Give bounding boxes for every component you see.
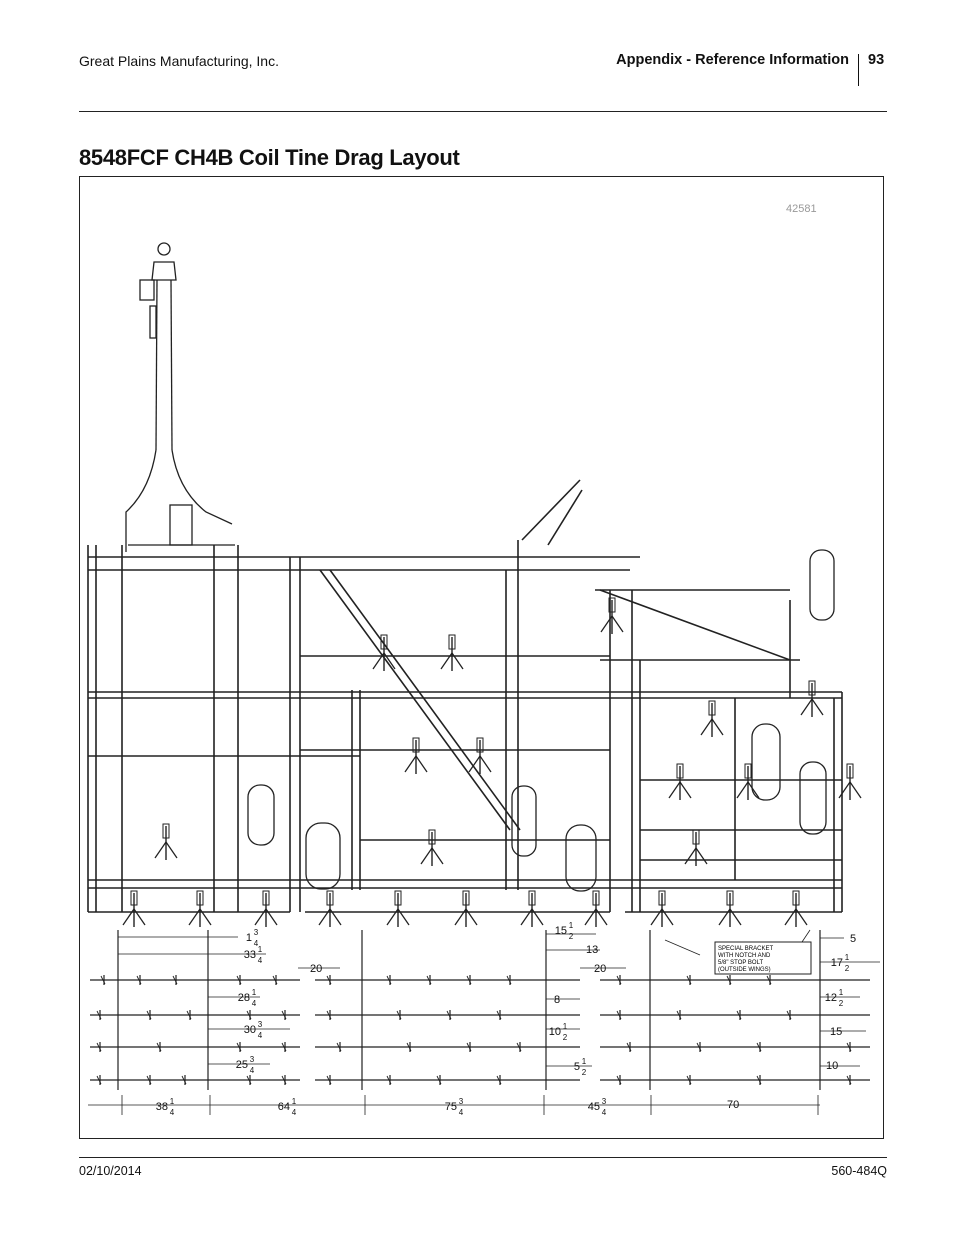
dim-30-3-4-num: 3 <box>257 1020 263 1029</box>
dim-5-1-2-whole: 5 <box>573 1061 580 1073</box>
dim-15-1-2-num: 1 <box>568 921 574 930</box>
dim-25-3-4 <box>236 1055 255 1075</box>
dim-15: 15 <box>830 1026 843 1038</box>
figure-id: 42581 <box>786 203 817 215</box>
dim-30-3-4-whole: 30 <box>243 1024 256 1036</box>
drag-layout-drawing <box>80 177 883 1138</box>
dim-12-1-2 <box>825 988 844 1008</box>
dim-12-1-2-whole: 12 <box>824 992 837 1004</box>
dim-28-1-4 <box>238 988 257 1008</box>
dim-17-1-2-whole: 17 <box>830 957 843 969</box>
note-line-1: SPECIAL BRACKET <box>718 946 774 952</box>
dim-25-3-4-whole: 25 <box>235 1059 248 1071</box>
dim-17-1-2-num: 1 <box>844 953 850 962</box>
dim-45-3-4-whole: 45 <box>587 1101 600 1113</box>
tines <box>97 975 851 1085</box>
dim-1-3-4-num: 3 <box>253 928 259 937</box>
dim-10-1-2-num: 1 <box>562 1022 568 1031</box>
dim-75-3-4-num: 3 <box>458 1097 464 1106</box>
header-divider <box>858 54 859 86</box>
dim-38-1-4-den: 4 <box>169 1108 175 1117</box>
dim-20-left: 20 <box>310 963 323 975</box>
dim-30-3-4 <box>244 1020 263 1040</box>
dim-10-1-2-den: 2 <box>562 1033 568 1042</box>
dim-5-1-2-num: 1 <box>581 1057 587 1066</box>
note-line-2: WITH NOTCH AND <box>718 953 771 959</box>
dim-17-1-2-den: 2 <box>844 964 850 973</box>
dim-28-1-4-den: 4 <box>251 999 257 1008</box>
dim-28-1-4-whole: 28 <box>237 992 250 1004</box>
dim-75-3-4-den: 4 <box>458 1108 464 1117</box>
dim-5-1-2 <box>574 1057 587 1077</box>
note-line-4: (OUTSIDE WINGS) <box>718 967 771 973</box>
dim-45-3-4-num: 3 <box>601 1097 607 1106</box>
dim-20-right: 20 <box>594 963 607 975</box>
dim-45-3-4 <box>588 1097 607 1117</box>
dim-75-3-4 <box>445 1097 464 1117</box>
dim-33-1-4-num: 1 <box>257 945 263 954</box>
dim-64-1-4-den: 4 <box>291 1108 297 1117</box>
section-title: Appendix - Reference Information <box>616 52 849 68</box>
page-number: 93 <box>868 52 885 68</box>
dim-38-1-4 <box>156 1097 175 1117</box>
dim-75-3-4-whole: 75 <box>444 1101 457 1113</box>
dim-1-3-4-whole: 1 <box>245 932 252 944</box>
footer-date: 02/10/2014 <box>79 1164 142 1178</box>
dim-38-1-4-num: 1 <box>169 1097 175 1106</box>
dim-64-1-4-num: 1 <box>291 1097 297 1106</box>
dim-5: 5 <box>850 933 857 945</box>
dim-38-1-4-whole: 38 <box>155 1101 168 1113</box>
drag-sweeps <box>123 598 861 927</box>
hitch-tongue <box>126 243 235 552</box>
footer-rule <box>79 1157 887 1158</box>
dim-30-3-4-den: 4 <box>257 1031 263 1040</box>
dim-8: 8 <box>554 994 561 1006</box>
dim-33-1-4-den: 4 <box>257 956 263 965</box>
dim-45-3-4-den: 4 <box>601 1108 607 1117</box>
company-name: Great Plains Manufacturing, Inc. <box>79 53 279 69</box>
dim-13: 13 <box>586 944 599 956</box>
dim-15-1-2-den: 2 <box>568 932 574 941</box>
dim-25-3-4-num: 3 <box>249 1055 255 1064</box>
dim-64-1-4-whole: 64 <box>277 1101 290 1113</box>
dim-12-1-2-den: 2 <box>838 999 844 1008</box>
dim-70: 70 <box>727 1099 740 1111</box>
dim-33-1-4-whole: 33 <box>243 949 256 961</box>
dim-10: 10 <box>826 1060 839 1072</box>
dim-10-1-2-whole: 10 <box>548 1026 561 1038</box>
dim-1-3-4-den: 4 <box>253 939 259 948</box>
dim-10-1-2 <box>549 1022 568 1042</box>
dim-15-1-2 <box>555 921 574 941</box>
dim-25-3-4-den: 4 <box>249 1066 255 1075</box>
note-line-3: 5/8" STOP BOLT <box>718 960 764 966</box>
dim-64-1-4 <box>278 1097 297 1117</box>
special-bracket-note <box>715 942 811 974</box>
dim-12-1-2-num: 1 <box>838 988 844 997</box>
dim-15-1-2-whole: 15 <box>554 925 567 937</box>
page-title: 8548FCF CH4B Coil Tine Drag Layout <box>79 145 460 170</box>
footer-doc-number: 560-484Q <box>831 1164 887 1178</box>
dim-28-1-4-num: 1 <box>251 988 257 997</box>
dim-33-1-4 <box>244 945 263 965</box>
dim-17-1-2 <box>831 953 850 973</box>
dim-5-1-2-den: 2 <box>581 1068 587 1077</box>
header-rule <box>79 111 887 112</box>
